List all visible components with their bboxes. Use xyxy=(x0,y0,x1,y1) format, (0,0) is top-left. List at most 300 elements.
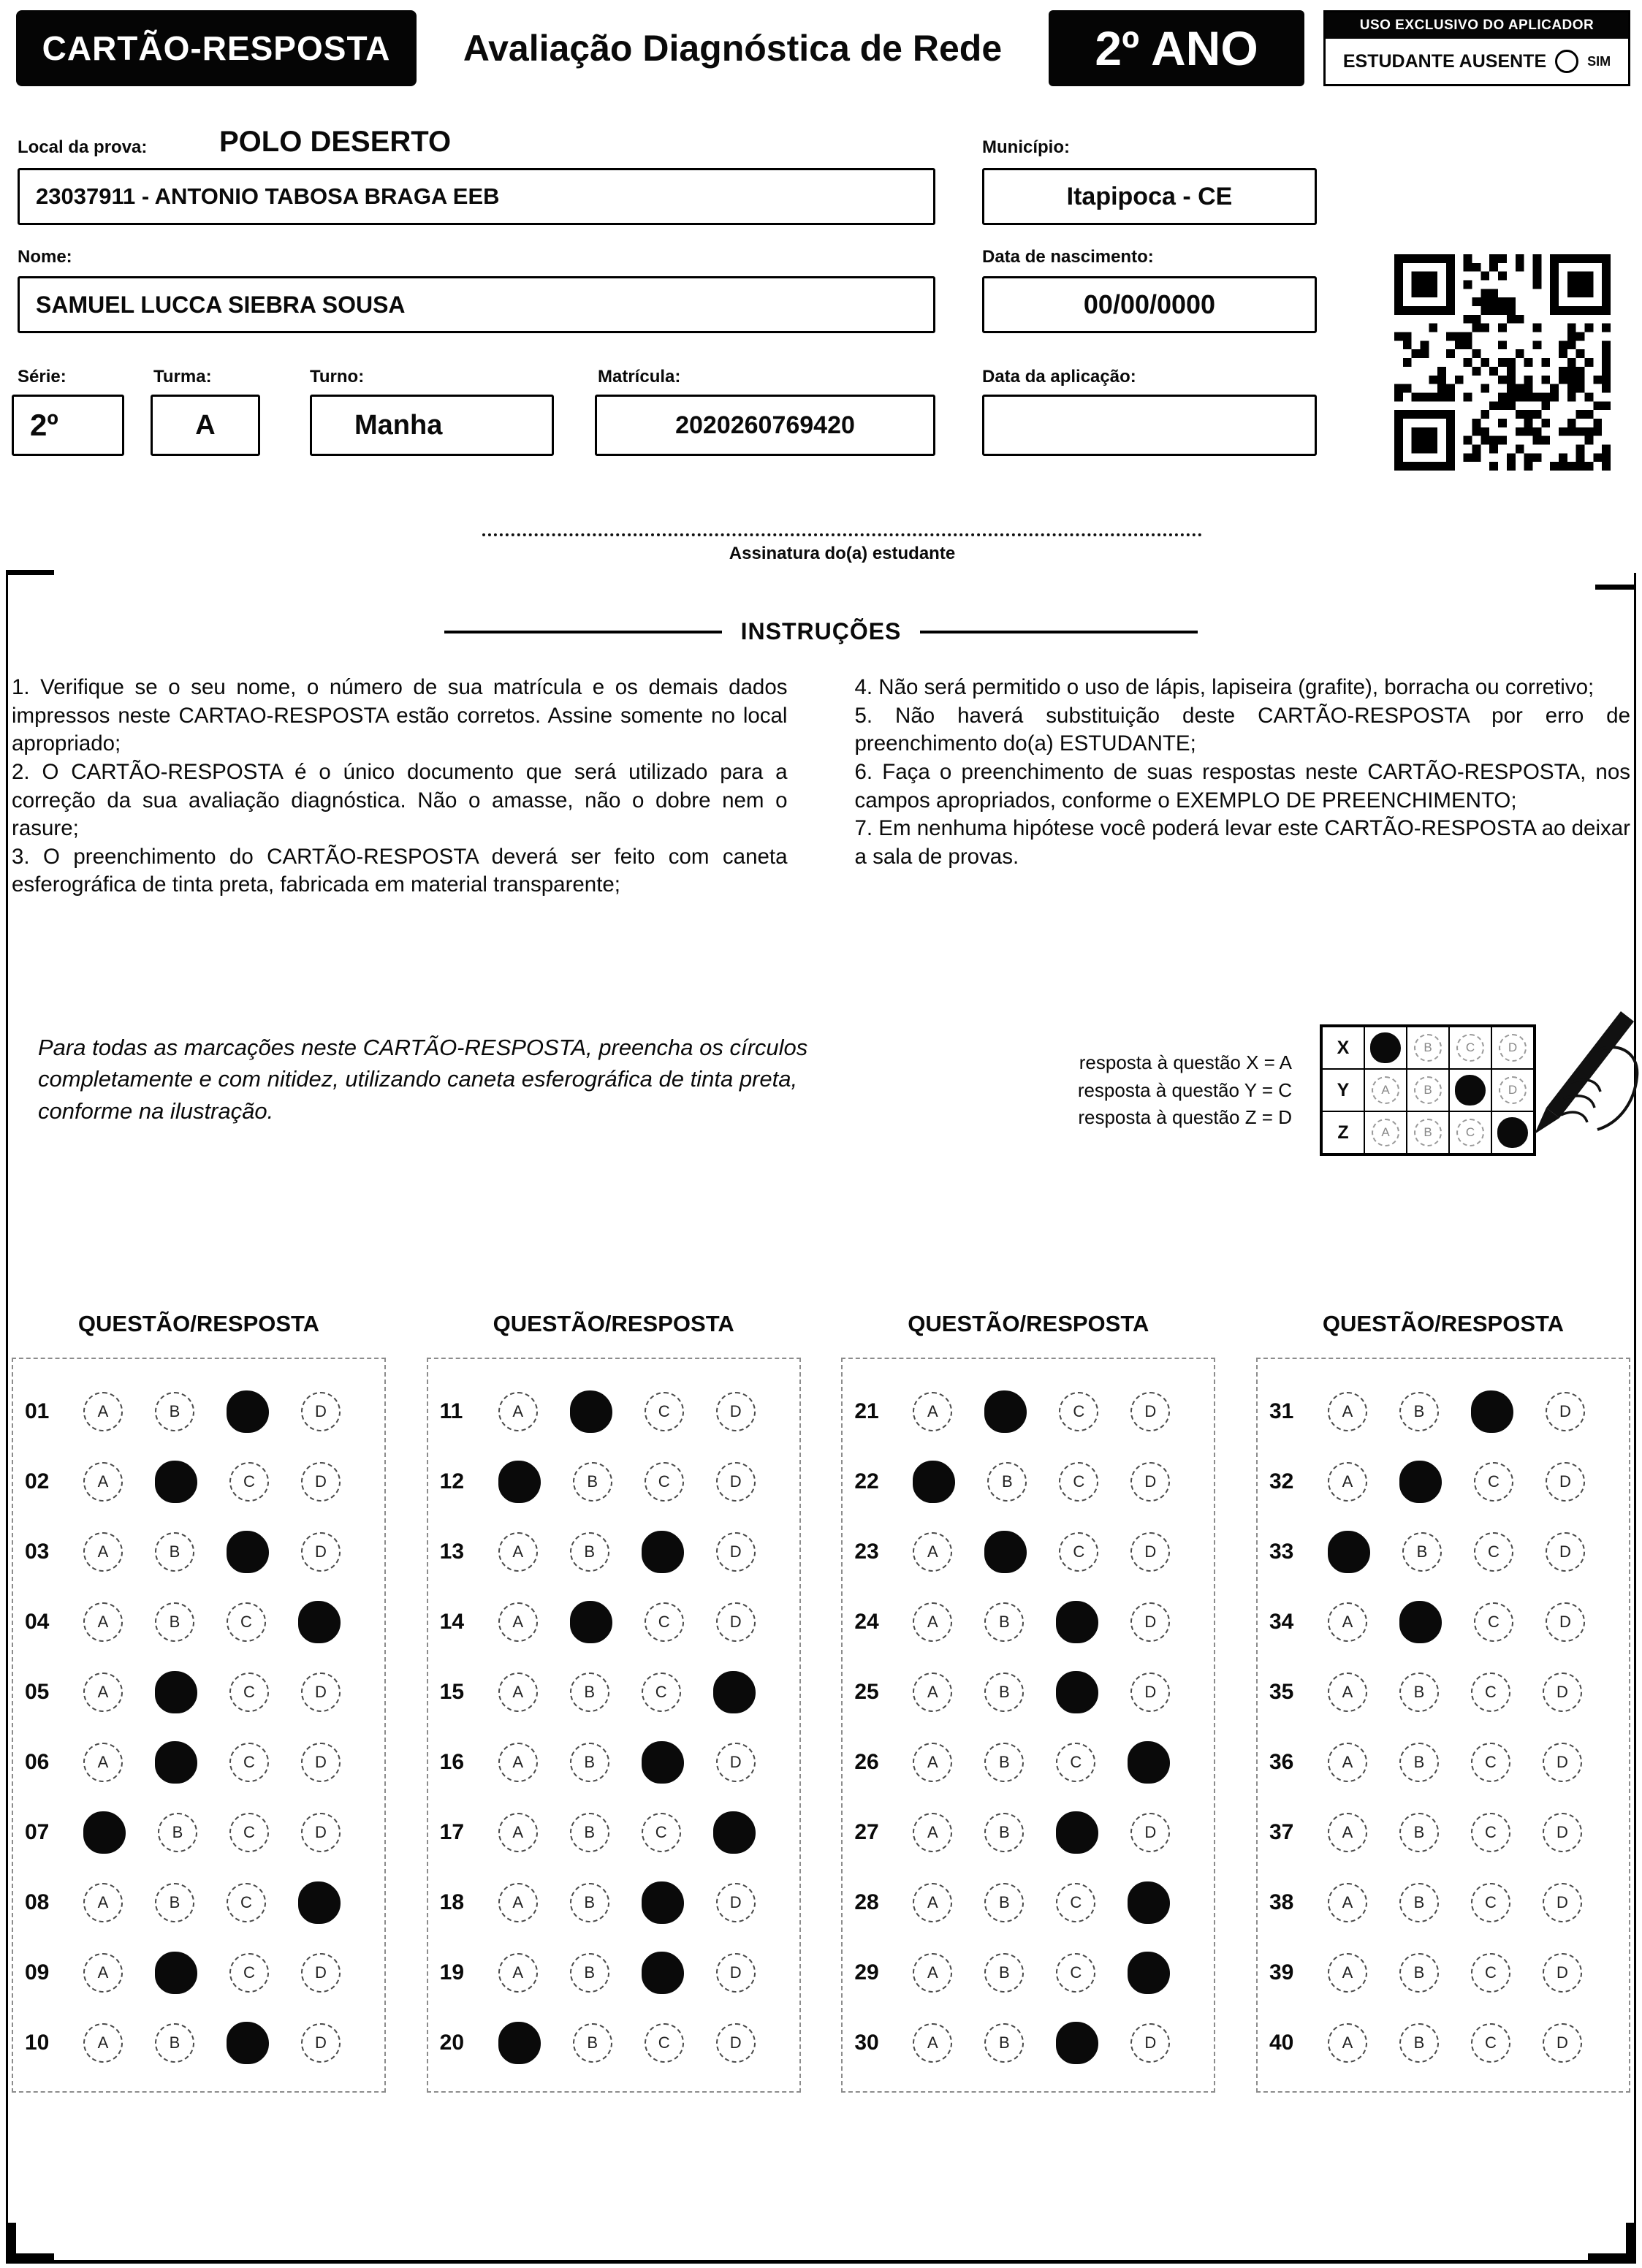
question-number: 28 xyxy=(854,1890,879,1914)
answer-bubble-C[interactable]: C xyxy=(227,1602,266,1642)
answer-bubble-D[interactable]: D xyxy=(1130,1602,1170,1642)
question-row xyxy=(440,1517,791,1587)
answer-bubble-B-filled[interactable] xyxy=(155,1952,197,1994)
answer-bubble-C-filled[interactable] xyxy=(1056,2022,1098,2064)
question-row xyxy=(25,1938,376,2008)
question-number: 12 xyxy=(439,1469,465,1493)
answer-bubble-D[interactable]: D xyxy=(1543,1813,1582,1852)
nascimento-label: Data de nascimento: xyxy=(982,247,1154,267)
answer-bubble-A[interactable]: A xyxy=(83,2023,123,2063)
answer-bubble-D[interactable]: D xyxy=(1130,1392,1170,1431)
answer-bubble-B[interactable]: B xyxy=(158,1813,197,1852)
answer-bubble-B[interactable]: B xyxy=(987,1462,1027,1502)
answer-bubble-C-filled[interactable] xyxy=(1056,1811,1098,1854)
answer-bubble-A[interactable]: A xyxy=(1328,1883,1367,1922)
answer-bubble-A[interactable]: A xyxy=(1328,1953,1367,1993)
answer-bubble-A[interactable]: A xyxy=(913,2023,952,2063)
question-number: 18 xyxy=(439,1890,465,1914)
example-legend-line: resposta à questão Y = C xyxy=(1077,1078,1292,1101)
answer-bubble-A[interactable]: A xyxy=(83,1532,123,1572)
question-row xyxy=(1269,1587,1620,1657)
answer-bubble-C[interactable]: C xyxy=(1059,1462,1098,1502)
answer-bubble-D-filled[interactable] xyxy=(298,1881,341,1924)
answer-bubble-B[interactable]: B xyxy=(1399,1392,1439,1431)
answer-bubble-A[interactable]: A xyxy=(913,1743,952,1782)
question-row xyxy=(854,1938,1205,2008)
question-row xyxy=(25,1727,376,1797)
answer-bubble-B-filled[interactable] xyxy=(1399,1601,1442,1643)
answer-bubble-B[interactable]: B xyxy=(984,1743,1024,1782)
signature-line[interactable] xyxy=(482,533,1202,536)
answer-bubble-A-filled[interactable] xyxy=(498,1461,541,1503)
answer-bubble-C[interactable]: C xyxy=(645,1602,684,1642)
answer-bubble-D[interactable]: D xyxy=(716,1392,756,1431)
question-number: 33 xyxy=(1269,1540,1294,1564)
serie-field: 2º xyxy=(12,395,124,456)
answer-bubble-C[interactable]: C xyxy=(1471,1953,1510,1993)
question-row xyxy=(1269,1517,1620,1587)
answer-bubble-C[interactable]: C xyxy=(1471,1743,1510,1782)
aplicacao-label: Data da aplicação: xyxy=(982,367,1136,387)
example-bubble-filled xyxy=(1455,1075,1486,1106)
answer-bubble-A-filled[interactable] xyxy=(1328,1531,1370,1573)
answer-bubble-A[interactable]: A xyxy=(498,1883,538,1922)
question-number: 19 xyxy=(439,1960,465,1984)
answer-bubble-C-filled[interactable] xyxy=(227,2022,269,2064)
answer-bubble-B[interactable]: B xyxy=(573,1462,612,1502)
answer-bubble-C[interactable]: C xyxy=(229,1953,269,1993)
question-row xyxy=(854,1587,1205,1657)
answer-bubble-D[interactable]: D xyxy=(1130,1813,1170,1852)
answer-bubble-A-filled[interactable] xyxy=(913,1461,955,1503)
example-bubble: C xyxy=(1456,1119,1484,1146)
question-row xyxy=(1269,1938,1620,2008)
answer-bubble-B[interactable]: B xyxy=(1399,1673,1439,1712)
answer-bubble-B[interactable]: B xyxy=(570,1813,609,1852)
answer-bubble-A-filled[interactable] xyxy=(498,2022,541,2064)
example-legend-line: resposta à questão X = A xyxy=(1079,1051,1292,1073)
applicator-title: USO EXCLUSIVO DO APLICADOR xyxy=(1326,12,1628,39)
answer-bubble-B[interactable]: B xyxy=(155,1602,194,1642)
answer-bubble-D[interactable]: D xyxy=(1543,1743,1582,1782)
answer-bubble-B[interactable]: B xyxy=(1399,1743,1439,1782)
answer-bubble-D[interactable]: D xyxy=(301,1532,341,1572)
answer-bubble-C-filled[interactable] xyxy=(642,1741,684,1784)
answer-bubble-A[interactable]: A xyxy=(498,1813,538,1852)
answer-bubble-D[interactable]: D xyxy=(1546,1462,1585,1502)
example-row-label: X xyxy=(1322,1027,1364,1069)
answer-bubble-D-filled[interactable] xyxy=(1128,1881,1170,1924)
question-number: 39 xyxy=(1269,1960,1294,1984)
question-row xyxy=(440,1797,791,1868)
answer-bubble-D[interactable]: D xyxy=(716,1532,756,1572)
example-instruction-text: Para todas as marcações neste CARTÃO-RESPOSTA, preencha os círculos completamente e com nitidez, utilizando caneta esferográfica de tinta preta, conforme na ilustração. xyxy=(38,1035,808,1124)
answer-bubble-D[interactable]: D xyxy=(301,1392,341,1431)
question-number: 11 xyxy=(439,1399,463,1423)
matricula-label: Matrícula: xyxy=(598,367,681,387)
question-row xyxy=(854,1377,1205,1447)
question-row xyxy=(854,2008,1205,2078)
answer-bubble-D-filled[interactable] xyxy=(1128,1952,1170,1994)
answer-bubble-D[interactable]: D xyxy=(716,2023,756,2063)
question-number: 35 xyxy=(1269,1680,1294,1704)
answer-bubble-C[interactable]: C xyxy=(645,1392,684,1431)
instruction-item: 3. O preenchimento do CARTÃO-RESPOSTA deverá ser feito com caneta esferográfica de tinta preta, fabricada em material transparente; xyxy=(12,844,788,897)
question-number: 06 xyxy=(25,1750,50,1774)
question-row xyxy=(1269,1657,1620,1727)
answer-bubble-B[interactable]: B xyxy=(155,2023,194,2063)
answer-column-1 xyxy=(12,1311,386,2093)
answer-bubble-A[interactable]: A xyxy=(498,1743,538,1782)
answer-bubble-B[interactable]: B xyxy=(155,1883,194,1922)
answer-bubble-C[interactable]: C xyxy=(645,2023,684,2063)
answer-bubble-C-filled[interactable] xyxy=(1471,1390,1513,1433)
answer-bubble-C-filled[interactable] xyxy=(227,1390,269,1433)
example-legend xyxy=(1016,1049,1292,1132)
answer-bubble-A[interactable]: A xyxy=(498,1602,538,1642)
question-number: 25 xyxy=(854,1680,879,1704)
question-number: 38 xyxy=(1269,1890,1294,1914)
divider-line xyxy=(444,631,722,633)
answer-bubble-A[interactable]: A xyxy=(913,1673,952,1712)
header xyxy=(16,10,1630,86)
answer-bubble-B[interactable]: B xyxy=(570,1953,609,1993)
answer-bubble-D[interactable]: D xyxy=(1130,1673,1170,1712)
answer-column-2 xyxy=(427,1311,801,2093)
signature-label: Assinatura do(a) estudante xyxy=(729,544,956,563)
answer-bubble-D[interactable]: D xyxy=(716,1743,756,1782)
answer-bubble-B-filled[interactable] xyxy=(155,1461,197,1503)
answer-bubble-D[interactable]: D xyxy=(1130,2023,1170,2063)
question-number: 04 xyxy=(25,1610,50,1634)
answer-bubble-A[interactable]: A xyxy=(1328,2023,1367,2063)
question-number: 29 xyxy=(854,1960,879,1984)
question-number: 24 xyxy=(854,1610,879,1634)
answer-bubble-B-filled[interactable] xyxy=(984,1531,1027,1573)
answer-column-header: QUESTÃO/RESPOSTA xyxy=(1322,1311,1565,1336)
answer-bubble-D[interactable]: D xyxy=(301,1813,341,1852)
absent-option-label: SIM xyxy=(1587,53,1611,69)
answer-bubble-C[interactable]: C xyxy=(229,1673,269,1712)
answer-bubble-B[interactable]: B xyxy=(1402,1532,1442,1572)
answer-bubble-A[interactable]: A xyxy=(498,1392,538,1431)
answer-bubble-B[interactable]: B xyxy=(984,1953,1024,1993)
question-number: 15 xyxy=(439,1680,465,1704)
answer-bubble-C-filled[interactable] xyxy=(227,1531,269,1573)
answer-bubble-C[interactable]: C xyxy=(1471,2023,1510,2063)
answer-bubble-A[interactable]: A xyxy=(83,1883,123,1922)
card-title: CARTÃO-RESPOSTA xyxy=(16,10,417,86)
answer-bubble-A[interactable]: A xyxy=(913,1602,952,1642)
example-bubble: D xyxy=(1499,1034,1527,1062)
answer-column-header: QUESTÃO/RESPOSTA xyxy=(77,1311,320,1336)
question-row xyxy=(854,1657,1205,1727)
example-bubble: A xyxy=(1372,1119,1399,1146)
answer-bubble-A[interactable]: A xyxy=(83,1673,123,1712)
answer-bubble-A[interactable]: A xyxy=(498,1532,538,1572)
answer-bubble-C[interactable]: C xyxy=(229,1813,269,1852)
answer-bubble-D[interactable]: D xyxy=(301,1462,341,1502)
qr-code xyxy=(1394,254,1611,471)
registration-mark-bottom-right xyxy=(1588,2223,1635,2262)
question-number: 09 xyxy=(25,1960,50,1984)
question-number: 03 xyxy=(25,1540,50,1564)
answer-bubble-C[interactable]: C xyxy=(1059,1532,1098,1572)
absent-checkbox-circle[interactable] xyxy=(1555,50,1578,73)
turno-field: Manha xyxy=(310,395,554,456)
answer-bubble-D[interactable]: D xyxy=(1546,1532,1585,1572)
answer-bubble-D[interactable]: D xyxy=(716,1462,756,1502)
answer-bubble-A[interactable]: A xyxy=(83,1953,123,1993)
question-number: 26 xyxy=(854,1750,879,1774)
answer-bubble-A-filled[interactable] xyxy=(83,1811,126,1854)
answer-bubble-B-filled[interactable] xyxy=(570,1390,612,1433)
question-row xyxy=(854,1517,1205,1587)
answer-column-header: QUESTÃO/RESPOSTA xyxy=(493,1311,734,1336)
answer-bubble-C[interactable]: C xyxy=(1474,1602,1513,1642)
aplicacao-field xyxy=(982,395,1317,456)
answer-bubble-C[interactable]: C xyxy=(229,1462,269,1502)
answer-bubble-D-filled[interactable] xyxy=(298,1601,341,1643)
answer-bubble-C[interactable]: C xyxy=(1056,1953,1095,1993)
question-number: 17 xyxy=(439,1820,465,1844)
question-number: 34 xyxy=(1269,1610,1294,1634)
question-number: 22 xyxy=(854,1469,879,1493)
answer-bubble-A[interactable]: A xyxy=(913,1953,952,1993)
answer-bubble-A[interactable]: A xyxy=(913,1532,952,1572)
answer-bubble-A[interactable]: A xyxy=(83,1602,123,1642)
question-row xyxy=(440,1377,791,1447)
answer-bubble-C[interactable]: C xyxy=(642,1673,681,1712)
registration-mark-bottom-left xyxy=(7,2223,54,2262)
question-number: 37 xyxy=(1269,1820,1294,1844)
answer-bubble-B[interactable]: B xyxy=(984,1673,1024,1712)
question-number: 14 xyxy=(439,1610,465,1634)
answer-bubble-B[interactable]: B xyxy=(155,1392,194,1431)
answer-bubble-D[interactable]: D xyxy=(301,1953,341,1993)
question-row xyxy=(440,1868,791,1938)
answer-block xyxy=(12,1358,386,2093)
answer-block xyxy=(1256,1358,1630,2093)
question-row xyxy=(440,1447,791,1517)
answer-bubble-A[interactable]: A xyxy=(1328,1673,1367,1712)
answer-bubble-A[interactable]: A xyxy=(498,1953,538,1993)
registration-mark-top-right xyxy=(1595,585,1636,606)
answer-bubble-D[interactable]: D xyxy=(301,1743,341,1782)
answer-bubble-B[interactable]: B xyxy=(570,1743,609,1782)
nascimento-field: 00/00/0000 xyxy=(982,276,1317,333)
answer-bubble-B[interactable]: B xyxy=(984,1813,1024,1852)
question-row xyxy=(25,1517,376,1587)
answer-bubble-D-filled[interactable] xyxy=(1128,1741,1170,1784)
answer-bubble-A[interactable]: A xyxy=(1328,1743,1367,1782)
answer-bubble-A[interactable]: A xyxy=(83,1462,123,1502)
instruction-item: 2. O CARTÃO-RESPOSTA é o único documento que será utilizado para a correção da sua avaliação diagnóstica. Não o amasse, não o dobre nem o rasure; xyxy=(12,759,788,841)
question-number: 02 xyxy=(25,1469,50,1493)
answer-bubble-C[interactable]: C xyxy=(1471,1883,1510,1922)
answer-bubble-C[interactable]: C xyxy=(1474,1532,1513,1572)
example-legend-line: resposta à questão Z = D xyxy=(1078,1106,1292,1129)
municipio-field: Itapipoca - CE xyxy=(982,168,1317,225)
answer-bubble-A[interactable]: A xyxy=(913,1813,952,1852)
instruction-item: 5. Não haverá substituição deste CARTÃO-RESPOSTA por erro de preenchimento do(a) ESTUDANTE; xyxy=(854,703,1630,756)
answer-bubble-B[interactable]: B xyxy=(984,1602,1024,1642)
answer-bubble-C[interactable]: C xyxy=(645,1462,684,1502)
answer-column-4 xyxy=(1256,1311,1630,2093)
instruction-item: 1. Verifique se o seu nome, o número de sua matrícula e os demais dados impressos neste CARTAO-RESPOSTA estão corretos. Assine somente no local apropriado; xyxy=(12,675,788,756)
instruction-item: 7. Em nenhuma hipótese você poderá levar este CARTÃO-RESPOSTA ao deixar a sala de provas. xyxy=(854,816,1630,869)
grade-badge: 2º ANO xyxy=(1049,10,1304,86)
answer-bubble-A[interactable]: A xyxy=(913,1883,952,1922)
school-field: 23037911 - ANTONIO TABOSA BRAGA EEB xyxy=(18,168,935,225)
question-number: 01 xyxy=(25,1399,50,1423)
answer-bubble-C-filled[interactable] xyxy=(642,1881,684,1924)
answer-bubble-B[interactable]: B xyxy=(1399,1953,1439,1993)
question-row xyxy=(440,1657,791,1727)
question-row xyxy=(440,1938,791,2008)
turno-label: Turno: xyxy=(310,367,365,387)
question-number: 40 xyxy=(1269,2031,1294,2055)
question-row xyxy=(25,2008,376,2078)
answer-bubble-C[interactable]: C xyxy=(227,1883,266,1922)
answer-bubble-D[interactable]: D xyxy=(1543,1673,1582,1712)
question-row xyxy=(25,1797,376,1868)
answer-bubble-C[interactable]: C xyxy=(642,1813,681,1852)
answer-bubble-D-filled[interactable] xyxy=(713,1671,756,1713)
question-row xyxy=(854,1868,1205,1938)
question-row xyxy=(1269,2008,1620,2078)
answer-bubble-D-filled[interactable] xyxy=(713,1811,756,1854)
question-row xyxy=(854,1797,1205,1868)
local-label: Local da prova: xyxy=(18,137,148,157)
answer-bubble-C-filled[interactable] xyxy=(1056,1601,1098,1643)
answer-bubble-D[interactable]: D xyxy=(1546,1392,1585,1431)
answer-bubble-C[interactable]: C xyxy=(229,1743,269,1782)
answer-bubble-A[interactable]: A xyxy=(83,1392,123,1431)
instructions-title: INSTRUÇÕES xyxy=(740,618,902,644)
instruction-item: 4. Não será permitido o uso de lápis, lapiseira (grafite), borracha ou corretivo; xyxy=(854,675,1595,699)
answer-bubble-B-filled[interactable] xyxy=(155,1671,197,1713)
example-row-label: Z xyxy=(1322,1111,1364,1154)
question-row xyxy=(25,1377,376,1447)
answer-bubble-C[interactable]: C xyxy=(1056,1883,1095,1922)
answer-bubble-B[interactable]: B xyxy=(155,1532,194,1572)
answer-bubble-D[interactable]: D xyxy=(1543,1883,1582,1922)
answer-bubble-C[interactable]: C xyxy=(1056,1743,1095,1782)
example-row-label: Y xyxy=(1322,1069,1364,1111)
example-bubble: B xyxy=(1414,1076,1442,1104)
answer-bubble-A[interactable]: A xyxy=(498,1673,538,1712)
answer-bubble-D[interactable]: D xyxy=(301,2023,341,2063)
example-bubble: B xyxy=(1414,1034,1442,1062)
question-number: 07 xyxy=(25,1820,50,1844)
answer-bubble-D[interactable]: D xyxy=(1130,1532,1170,1572)
matricula-field: 2020260769420 xyxy=(595,395,935,456)
hand-pen-illustration xyxy=(1482,1008,1642,1162)
question-row xyxy=(1269,1797,1620,1868)
question-row xyxy=(854,1447,1205,1517)
question-number: 36 xyxy=(1269,1750,1294,1774)
answer-section xyxy=(12,1311,1630,2093)
answer-bubble-B[interactable]: B xyxy=(570,1673,609,1712)
answer-bubble-B[interactable]: B xyxy=(984,1883,1024,1922)
question-number: 20 xyxy=(439,2031,465,2055)
answer-bubble-B[interactable]: B xyxy=(1399,2023,1439,2063)
answer-bubble-C[interactable]: C xyxy=(1474,1462,1513,1502)
example-bubble: D xyxy=(1499,1076,1527,1104)
answer-bubble-B-filled[interactable] xyxy=(984,1390,1027,1433)
example-bubble: A xyxy=(1372,1076,1399,1104)
answer-bubble-C-filled[interactable] xyxy=(642,1952,684,1994)
answer-bubble-D[interactable]: D xyxy=(1543,1953,1582,1993)
absent-label: ESTUDANTE AUSENTE xyxy=(1342,50,1547,72)
question-row xyxy=(440,1587,791,1657)
answer-bubble-B[interactable]: B xyxy=(573,2023,612,2063)
instructions-header xyxy=(0,618,1642,645)
question-number: 13 xyxy=(439,1540,465,1564)
divider-line xyxy=(920,631,1198,633)
answer-bubble-D[interactable]: D xyxy=(301,1673,341,1712)
example-bubble: B xyxy=(1414,1119,1442,1146)
turma-label: Turma: xyxy=(153,367,212,387)
answer-bubble-D[interactable]: D xyxy=(716,1602,756,1642)
answer-bubble-D[interactable]: D xyxy=(1130,1462,1170,1502)
question-number: 30 xyxy=(854,2031,879,2055)
answer-bubble-A[interactable]: A xyxy=(1328,1392,1367,1431)
answer-bubble-B[interactable]: B xyxy=(984,2023,1024,2063)
registration-mark-top-left xyxy=(6,570,54,592)
answer-bubble-B[interactable]: B xyxy=(570,1883,609,1922)
answer-block xyxy=(427,1358,801,2093)
question-row xyxy=(854,1727,1205,1797)
answer-bubble-B-filled[interactable] xyxy=(570,1601,612,1643)
answer-bubble-B[interactable]: B xyxy=(1399,1883,1439,1922)
instructions-left-column xyxy=(12,674,788,899)
answer-bubble-B-filled[interactable] xyxy=(1399,1461,1442,1503)
instructions-body xyxy=(12,674,1630,899)
answer-bubble-A[interactable]: A xyxy=(913,1392,952,1431)
turma-field: A xyxy=(151,395,260,456)
question-row xyxy=(1269,1868,1620,1938)
answer-bubble-C-filled[interactable] xyxy=(642,1531,684,1573)
question-number: 05 xyxy=(25,1680,50,1704)
answer-bubble-B[interactable]: B xyxy=(570,1532,609,1572)
question-row xyxy=(440,1727,791,1797)
answer-bubble-C[interactable]: C xyxy=(1471,1813,1510,1852)
answer-bubble-B-filled[interactable] xyxy=(155,1741,197,1784)
answer-column-3 xyxy=(841,1311,1215,2093)
answer-bubble-D[interactable]: D xyxy=(716,1953,756,1993)
answer-bubble-D[interactable]: D xyxy=(1543,2023,1582,2063)
applicator-box xyxy=(1323,10,1630,86)
answer-bubble-A[interactable]: A xyxy=(1328,1813,1367,1852)
question-row xyxy=(25,1657,376,1727)
example-bubble-filled xyxy=(1370,1032,1401,1063)
answer-bubble-D[interactable]: D xyxy=(716,1883,756,1922)
question-number: 16 xyxy=(439,1750,465,1774)
question-row xyxy=(25,1868,376,1938)
answer-bubble-B[interactable]: B xyxy=(1399,1813,1439,1852)
answer-bubble-A[interactable]: A xyxy=(1328,1602,1367,1642)
answer-bubble-C[interactable]: C xyxy=(1471,1673,1510,1712)
answer-bubble-A[interactable]: A xyxy=(1328,1462,1367,1502)
answer-bubble-D[interactable]: D xyxy=(1546,1602,1585,1642)
answer-bubble-C-filled[interactable] xyxy=(1056,1671,1098,1713)
question-row xyxy=(1269,1447,1620,1517)
question-row xyxy=(25,1587,376,1657)
answer-bubble-C[interactable]: C xyxy=(1059,1392,1098,1431)
answer-bubble-A[interactable]: A xyxy=(83,1743,123,1782)
